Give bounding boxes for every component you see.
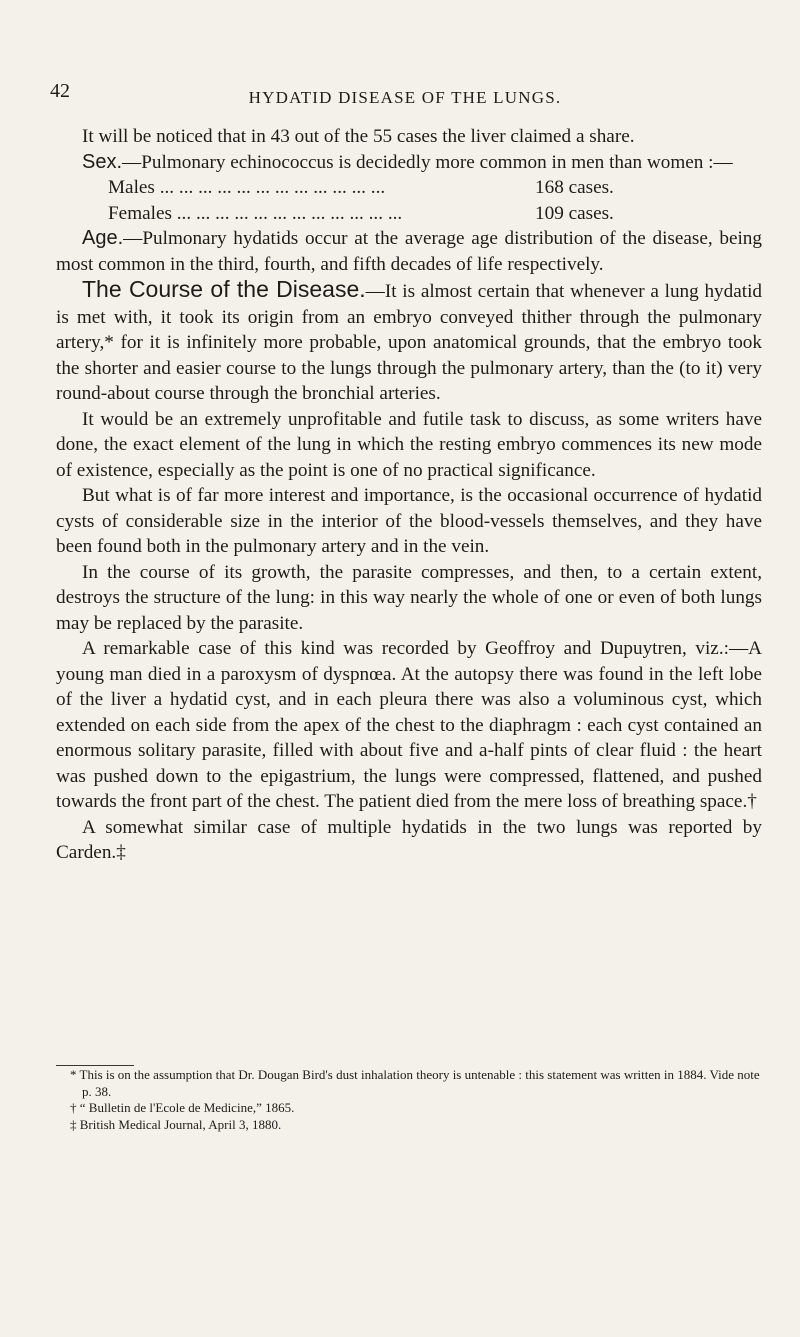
paragraph-unprofitable: It would be an extremely unprofitable and futile task to discuss, as some writers have done, the exact element of the lung in which the resting embryo commences its new mode of existence, especially as the point is one of no practical significance.	[56, 408, 762, 481]
footnote: † “ Bulletin de l'Ecole de Medicine,” 1865.	[70, 1100, 295, 1115]
running-head: HYDATID DISEASE OF THE LUNGS.	[248, 88, 562, 107]
paragraph-interest: But what is of far more interest and importance, is the occasional occurrence of hydatid cysts of considerable size in the interior of the blood-vessels themselves, and they have been found both in the pulmonary artery and in the vein.	[56, 485, 762, 557]
paragraph-sex	[56, 150, 762, 176]
paragraph-similar-case: A somewhat similar case of multiple hydatids in the two lungs was reported by Carden.‡	[56, 816, 762, 863]
paragraph-intro: It will be noticed that in 43 out of the 55 cases the liver claimed a share.	[82, 126, 635, 147]
footnotes	[70, 1067, 760, 1133]
paragraph-age	[56, 226, 762, 277]
stat-row-females	[108, 201, 653, 227]
stat-value: 109 cases.	[535, 202, 614, 224]
age-heading: Age.	[82, 227, 124, 249]
age-text: —Pulmonary hydatids occur at the average age distribution of the disease, being most common in the third, fourth, and fifth decades of life respectively.	[56, 228, 762, 275]
footnote-rule	[56, 1065, 134, 1066]
stat-label: Females ... .	[108, 201, 527, 227]
course-heading: The Course of the Disease.	[82, 276, 366, 302]
sex-text: —Pulmonary echinococcus is decidedly more common in men than women :—	[122, 151, 733, 173]
body-text	[56, 124, 762, 866]
stat-label: Males ... .	[108, 175, 527, 201]
paragraph-remarkable-case: A remarkable case of this kind was recorded by Geoffroy and Dupuytren, viz.:—A young man died in a paroxysm of dyspnœa. At the autopsy there was found in the left lobe of the liver a hydatid cyst, and in each pleura there was also a voluminous cyst, which extended on each side from the apex of the chest to the diaphragm : each cyst contained an enormous solitary parasite, filled with about five and a-half pints of clear fluid : the heart was pushed down to the epigastrium, the lungs were compressed, flattened, and pushed towards the front part of the chest. The patient died from the mere loss of breathing space.†	[56, 638, 762, 812]
stat-value: 168 cases.	[535, 177, 614, 198]
stat-row-males	[108, 175, 653, 201]
course-text: —It is almost certain that whenever a lung hydatid is met with, it took its origin from an embryo conveyed thither through the pulmonary artery,* for it is infinitely more probable, upon anatomical grounds, that the embryo took the shorter and easier course to the lungs through the pulmonary artery, than the (to it) very round-about course through the bronchial arteries.	[56, 281, 763, 404]
footnote: * This is on the assumption that Dr. Dougan Bird's dust inhalation theory is untenable : this statement was written in 1884. Vide note p. 38.	[70, 1067, 760, 1099]
sex-heading: Sex.	[82, 150, 123, 173]
page-header	[50, 80, 760, 112]
page-number: 42	[50, 80, 70, 102]
paragraph-growth: In the course of its growth, the parasite compresses, and then, to a certain extent, destroys the structure of the lung: in this way nearly the whole of one or even of both lungs may be replaced by the parasite.	[56, 561, 762, 634]
footnote: ‡ British Medical Journal, April 3, 1880.	[70, 1116, 282, 1132]
paragraph-course	[56, 277, 762, 407]
